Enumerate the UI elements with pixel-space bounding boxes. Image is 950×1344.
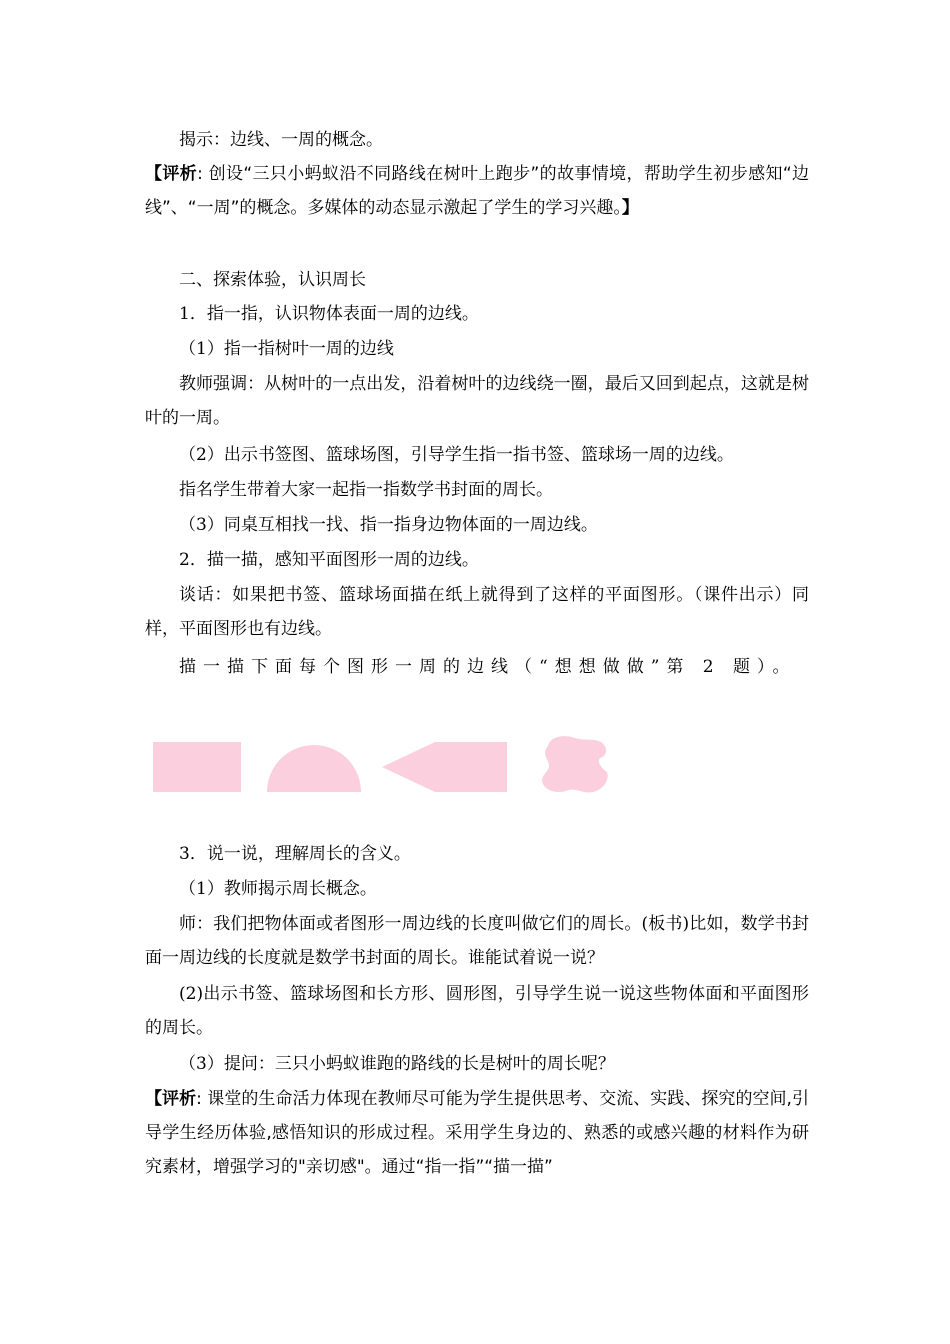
semicircle-shape [267,745,361,792]
evaluation-end: 】 [621,198,639,218]
rectangle-shape [153,742,241,792]
step-1-item-1: （1）指一指树叶一周的边线 [179,339,394,359]
evaluation-label-2: 【评析 [145,1089,197,1109]
step-2-heading: 2．描一描，感知平面图形一周的边线。 [179,550,479,570]
step-3-item-2: (2)出示书签、篮球场图和长方形、圆形图，引导学生说一说这些物体面和平面图形的周长。 [145,984,809,1038]
evaluation-label: 【评析 [145,164,198,184]
step-3-item-1: （1）教师揭示周长概念。 [179,879,377,899]
arrow-pentagon-shape [382,742,507,792]
step-3-heading: 3．说一说，理解周长的含义。 [179,844,411,864]
paragraph-trace-instruction: 描一描下面每个图形一周的边线（“想想做做”第 2 题）。 [179,657,797,677]
shapes-figure [145,728,625,800]
irregular-shape [542,736,608,792]
evaluation-text: : 创设“三只小蚂蚁沿不同路线在树叶上跑步”的故事情境，帮助学生初步感知“边线”、“一周”的概念。多媒体的动态显示激起了学生的学习兴趣。 [145,164,810,218]
step-3-item-3: （3）提问：三只小蚂蚁谁跑的路线的长是树叶的周长呢？ [179,1054,615,1074]
paragraph-evaluation-1 [145,157,809,225]
step-1-heading: 1．指一指，认识物体表面一周的边线。 [179,304,479,324]
step-1-item-2: （2）出示书签图、篮球场图，引导学生指一指书签、篮球场一周的边线。 [179,445,734,465]
section-heading: 二、探索体验，认识周长 [179,270,366,290]
teacher-emphasis: 教师强调：从树叶的一点出发，沿着树叶的边线绕一圈，最后又回到起点，这就是树叶的一周。 [145,374,809,428]
teacher-definition: 师：我们把物体面或者图形一周边线的长度叫做它们的周长。(板书)比如，数学书封面一周边线的长度就是数学书封面的周长。谁能试着说一说？ [145,914,809,968]
paragraph-talk: 谈话：如果把书签、篮球场面描在纸上就得到了这样的平面图形。（课件出示）同样，平面图形也有边线。 [145,585,809,639]
step-1-item-3: （3）同桌互相找一找、指一指身边物体面的一周边线。 [179,515,598,535]
paragraph-reveal: 揭示：边线、一周的概念。 [179,130,383,150]
evaluation-text-2: : 课堂的生命活力体现在教师尽可能为学生提供思考、交流、实践、探究的空间,引导学生经历体验,感悟知识的形成过程。采用学生身边的、熟悉的或感兴趣的材料作为研究素材，增强学习的"亲切感"。通过“指一指”“描一描” [145,1089,809,1177]
paragraph-named-student: 指名学生带着大家一起指一指数学书封面的周长。 [179,480,553,500]
paragraph-evaluation-2 [145,1082,809,1184]
